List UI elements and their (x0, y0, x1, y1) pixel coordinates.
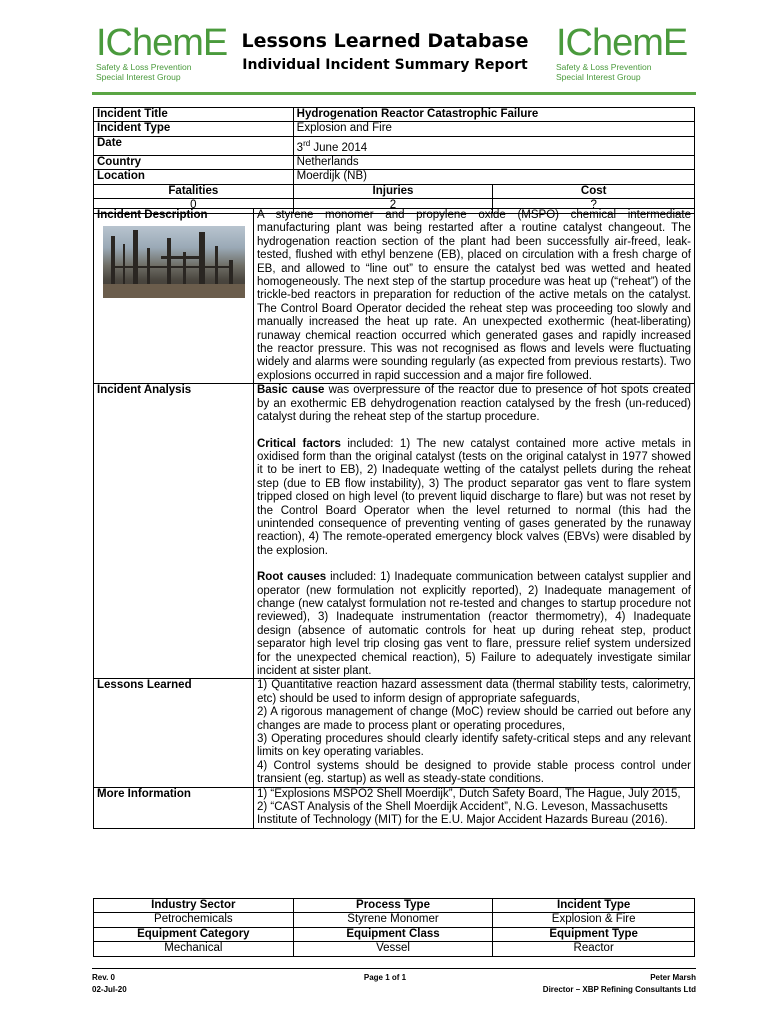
country-label: Country (94, 156, 294, 170)
incident-type-label: Incident Type (94, 122, 294, 136)
lessons-text (253, 679, 694, 787)
incident-title-label: Incident Title (94, 108, 294, 122)
fatalities-header: Fatalities (94, 184, 294, 198)
page-title: Lessons Learned Database (241, 30, 529, 52)
classification-header-row-2 (94, 927, 695, 941)
incident-photo (103, 226, 245, 298)
country-row (94, 156, 695, 170)
equipment-type-value: Reactor (493, 942, 695, 956)
incident-type-value: Explosion and Fire (293, 122, 694, 136)
critical-factors (257, 438, 691, 559)
cost-value: ? (493, 199, 695, 213)
more-info-label: More Information (94, 787, 254, 828)
location-label: Location (94, 170, 294, 184)
basic-cause (257, 384, 691, 424)
industry-sector-header: Industry Sector (94, 899, 294, 913)
lesson-item: 2) A rigorous management of change (MoC) review should be carried out before any changes are made to process plant or operating procedures, (256, 706, 691, 732)
more-info-text (253, 787, 694, 828)
icheme-logo-right (556, 24, 687, 82)
root-causes-text: included: 1) Inadequate communication between catalyst supplier and operator (new formulation not explicitly reported), 2) Inadequate management of change (new catalyst formulation not re-tested and changes to startup procedure not reviewed), 3) Inadequate instrumentation (reactor thermometry), 4) Inadequate design (absence of automatic controls for heat up during reheat step, product separator high level trip closing gas vent to flare, pressure relief system undersized for the unexpected chemical reaction), 5) Failure to adequately investigate similar incident at sister plant. (256, 571, 692, 677)
incident-title-row (94, 108, 695, 122)
author-name: Peter Marsh (650, 973, 696, 982)
location-value: Moerdijk (NB) (293, 170, 694, 184)
classification-header-row-1 (94, 899, 695, 913)
country-value: Netherlands (293, 156, 694, 170)
reference-item: 2) “CAST Analysis of the Shell Moerdijk Accident”, N.G. Leveson, Massachusetts Institute of Technology (MIT) for the E.U. Major Accident Hazards Bureau (2016). (256, 801, 668, 827)
reference-item: 1) “Explosions MSPO2 Shell Moerdijk”, Dutch Safety Board, The Hague, July 2015, (256, 787, 681, 800)
classification-value-row-1 (94, 913, 695, 927)
footer-author (543, 972, 696, 996)
page-number: Page 1 of 1 (363, 973, 407, 982)
logo-wordmark: IChemE (96, 22, 228, 64)
revision-label: Rev. 0 (92, 973, 115, 982)
author-role: Director – XBP Refining Consultants Ltd (542, 985, 696, 994)
header-divider (92, 92, 696, 95)
root-causes (257, 571, 691, 678)
analysis-row (94, 384, 695, 679)
logo-subtitle-2: Special Interest Group (556, 72, 641, 82)
process-type-header: Process Type (293, 899, 493, 913)
incident-type-value: Explosion & Fire (493, 913, 695, 927)
equipment-category-header: Equipment Category (94, 927, 294, 941)
date-row (94, 136, 695, 155)
incident-detail-table (93, 208, 695, 829)
icheme-logo-left (96, 24, 227, 82)
incident-type-header: Incident Type (493, 899, 695, 913)
injuries-value: 2 (293, 199, 493, 213)
equipment-type-header: Equipment Type (493, 927, 695, 941)
logo-wordmark: IChemE (556, 22, 688, 64)
description-row (94, 209, 695, 384)
equipment-class-header: Equipment Class (293, 927, 493, 941)
revision-date: 02-Jul-20 (92, 985, 127, 994)
analysis-label: Incident Analysis (94, 384, 254, 679)
more-info-row (94, 787, 695, 828)
page-subtitle: Individual Incident Summary Report (242, 57, 528, 73)
footer-revision (92, 972, 127, 996)
basic-cause-text: was overpressure of the reactor due to presence of hot spots created by an exothermic EB dehydrogenation reaction catalysed by the fresh (un-reduced) catalyst during the reheat step of the startup procedure. (256, 384, 691, 424)
critical-factors-text: included: 1) The new catalyst contained more active metals in oxidised form than the original catalyst (tests on the original catalyst in 1977 showed it to be inert to EB), 2) Inadequate wetting of the catalyst pellets during the reheat step (due to EB flow instability), 3) The product separator gas vent to flare system tripped closed on high level (to prevent liquid discharge to flare) but was not reset by the Control Board Operator when the level returned to normal (this had the unintended consequence of preventing venting of gases generated by the runaway reaction), 4) The remote-operated emergency block valves (EBVs) were disabled by the explosion. (256, 437, 691, 557)
lesson-item: 1) Quantitative reaction hazard assessment data (thermal stability tests, calorimetry, etc) should be used to inform design of appropriate safeguards, (256, 679, 691, 705)
logo-subtitle-2: Special Interest Group (96, 72, 181, 82)
critical-factors-heading: Critical factors (256, 437, 341, 450)
date-suffix: rd (303, 138, 311, 148)
fatalities-value: 0 (94, 199, 294, 213)
classification-value-row-2 (94, 942, 695, 956)
description-text: A styrene monomer and propylene oxide (MSPO) chemical intermediate manufacturing plant was being restarted after a routine catalyst changeout. The hydrogenation reaction section of the plant had been successfully air-freed, leak-tested, flushed with ethyl benzene (EB), placed on circulation with a fresh charge of EB, and allowed to “line out” to ensure the catalyst bed was wetted and heated homogeneously. The next step of the startup procedure was heat up (“reheat”) of the trickle-bed reactors in preparation for reduction of the active metals on the catalyst. The Control Board Operator decided the reheat step was proceeding too slowly and manually increased the heat up rate. An unexpected exothermic (heat-liberating) runaway chemical reaction occurred which generated gases and rapidly increased the reactor pressure. This was not recognised as flows and levels were fluctuating widely and alarms were sounding regularly (as expected from previous restarts). Two explosions occurred in rapid succession and a major fire followed. (253, 209, 694, 384)
incident-summary-table (93, 107, 695, 214)
incident-title-value: Hydrogenation Reactor Catastrophic Failure (293, 108, 694, 122)
injuries-header: Injuries (293, 184, 493, 198)
date-month-year: June 2014 (310, 141, 368, 154)
date-label: Date (94, 136, 294, 155)
analysis-text (253, 384, 694, 679)
stats-header-row (94, 184, 695, 198)
date-value (293, 136, 694, 155)
process-type-value: Styrene Monomer (293, 913, 493, 927)
logo-subtitle-1: Safety & Loss Prevention (556, 62, 652, 72)
description-label-cell (94, 209, 254, 384)
lesson-item: 4) Control systems should be designed to provide stable process control under transient (eg. startup) as well as steady-state conditions. (256, 759, 691, 786)
description-label: Incident Description (97, 209, 208, 221)
incident-type-row (94, 122, 695, 136)
industry-sector-value: Petrochemicals (94, 913, 294, 927)
cost-header: Cost (493, 184, 695, 198)
basic-cause-heading: Basic cause (256, 384, 325, 397)
lesson-item: 3) Operating procedures should clearly identify safety-critical steps and any relevant limits on key operating variables. (256, 733, 691, 759)
date-day: 3 (296, 141, 304, 154)
classification-table (93, 898, 695, 957)
equipment-category-value: Mechanical (94, 942, 294, 956)
equipment-class-value: Vessel (293, 942, 493, 956)
root-causes-heading: Root causes (256, 571, 327, 584)
lessons-label: Lessons Learned (94, 679, 254, 787)
lessons-row (94, 679, 695, 787)
footer-divider (92, 968, 696, 969)
logo-subtitle-1: Safety & Loss Prevention (96, 62, 192, 72)
location-row (94, 170, 695, 184)
